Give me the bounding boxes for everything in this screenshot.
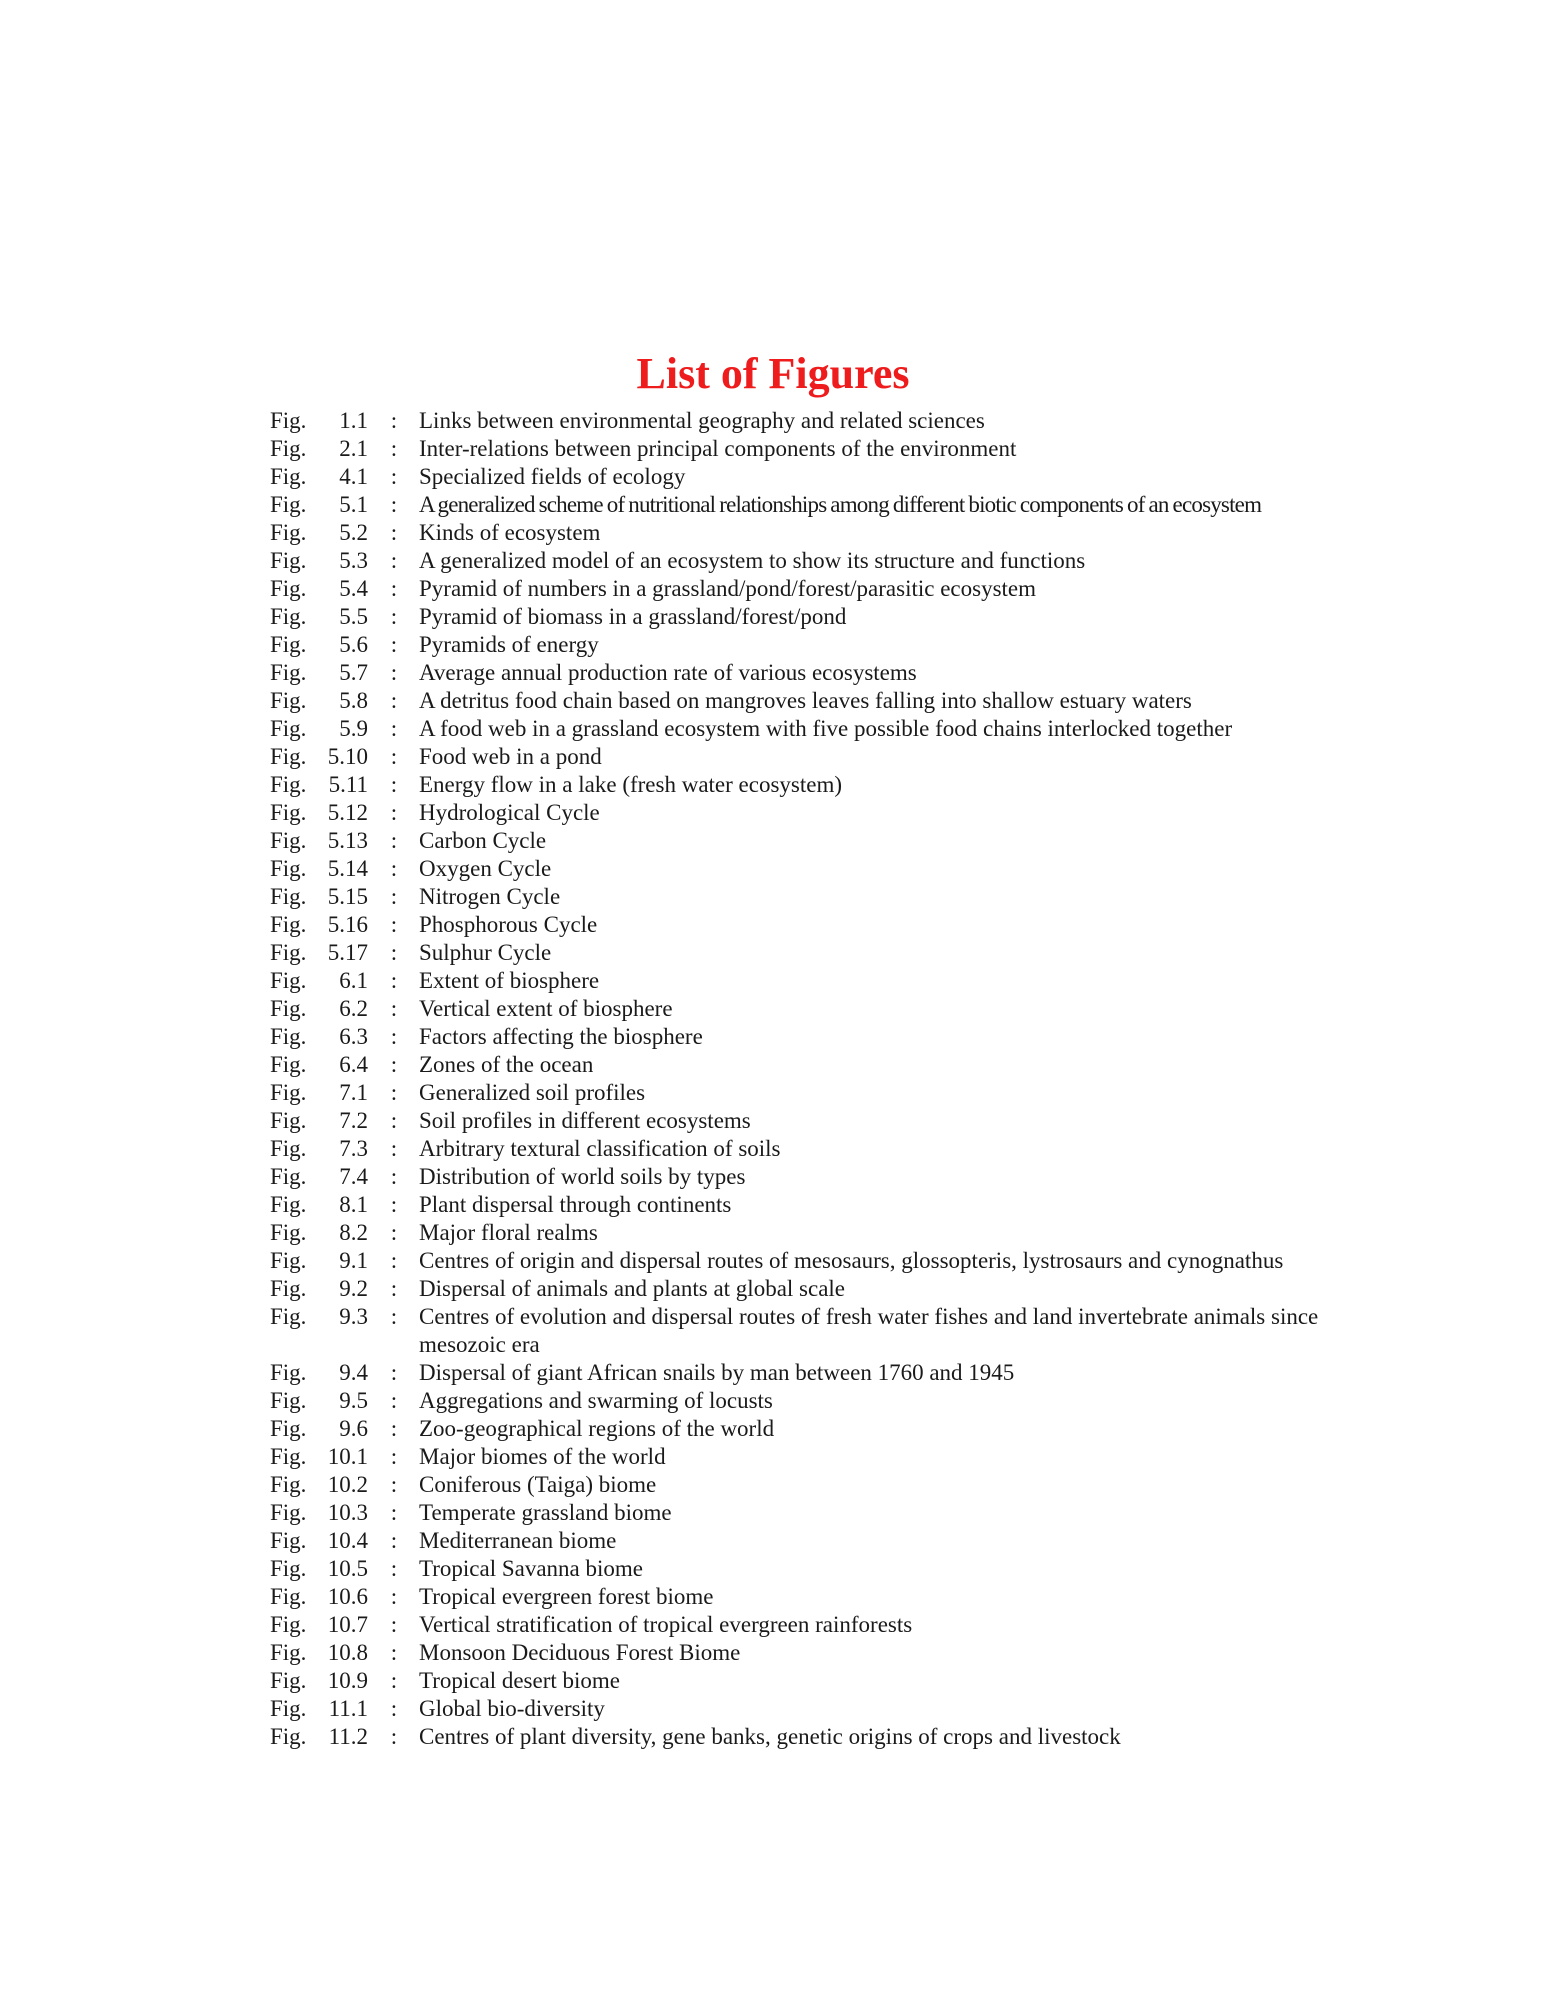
figure-caption: Average annual production rate of various ecosystems	[419, 660, 917, 685]
figure-number: 11.1	[328, 1696, 368, 1721]
figure-prefix: Fig.	[270, 436, 307, 461]
figure-number: 10.6	[327, 1584, 368, 1609]
figure-separator: :	[390, 1528, 398, 1553]
figure-number: 10.4	[327, 1528, 368, 1553]
figure-caption: Phosphorous Cycle	[419, 912, 598, 937]
figure-caption: Pyramid of numbers in a grassland/pond/forest/parasitic ecosystem	[419, 576, 1037, 601]
figure-number: 5.16	[327, 912, 368, 937]
figure-entry	[270, 1499, 1360, 1527]
figure-caption: Centres of evolution and dispersal routes of fresh water fishes and land invertebrate animals since mesozoic era	[419, 1304, 1319, 1357]
figure-caption: Inter-relations between principal components of the environment	[419, 436, 1017, 461]
figure-caption: Major biomes of the world	[419, 1444, 666, 1469]
figure-entry	[270, 1107, 1360, 1135]
figure-entry	[270, 715, 1360, 743]
figure-separator: :	[390, 1108, 398, 1133]
figure-separator: :	[390, 1584, 398, 1609]
figure-prefix: Fig.	[270, 548, 307, 573]
figure-prefix: Fig.	[270, 688, 307, 713]
figure-caption: Coniferous (Taiga) biome	[419, 1472, 657, 1497]
figure-prefix: Fig.	[270, 1276, 307, 1301]
figure-prefix: Fig.	[270, 520, 307, 545]
figure-number: 10.5	[327, 1556, 368, 1581]
figure-entry	[270, 631, 1360, 659]
figure-prefix: Fig.	[270, 1052, 307, 1077]
figure-entry	[270, 1191, 1360, 1219]
figure-separator: :	[390, 408, 398, 433]
figure-number: 10.1	[327, 1444, 368, 1469]
figure-separator: :	[390, 1388, 398, 1413]
figure-entry	[270, 1079, 1360, 1107]
figure-separator: :	[390, 1164, 398, 1189]
figure-caption: Factors affecting the biosphere	[419, 1024, 703, 1049]
figure-separator: :	[390, 1696, 398, 1721]
figure-number: 5.4	[339, 576, 368, 601]
figure-entry	[270, 1387, 1360, 1415]
figure-separator: :	[390, 968, 398, 993]
figure-entry	[270, 1527, 1360, 1555]
figure-prefix: Fig.	[270, 1500, 307, 1525]
figure-prefix: Fig.	[270, 800, 307, 825]
figure-entry	[270, 799, 1360, 827]
figure-caption: A food web in a grassland ecosystem with five possible food chains interlocked together	[419, 716, 1233, 741]
figure-caption: A generalized scheme of nutritional relationships among different biotic components of an ecosystem	[419, 492, 1262, 517]
figure-separator: :	[390, 1276, 398, 1301]
figure-entry	[270, 519, 1360, 547]
figure-caption: Arbitrary textural classification of soils	[419, 1136, 781, 1161]
figure-separator: :	[390, 1080, 398, 1105]
figure-separator: :	[390, 716, 398, 741]
figure-separator: :	[390, 828, 398, 853]
figure-entry	[270, 603, 1360, 631]
figure-prefix: Fig.	[270, 1668, 307, 1693]
figure-separator: :	[390, 632, 398, 657]
figure-entry	[270, 743, 1360, 771]
figure-caption: Tropical evergreen forest biome	[419, 1584, 714, 1609]
figure-separator: :	[390, 1724, 398, 1749]
figure-entry	[270, 1695, 1360, 1723]
figure-caption: Energy flow in a lake (fresh water ecosystem)	[419, 772, 842, 797]
figure-separator: :	[390, 772, 398, 797]
figure-prefix: Fig.	[270, 1724, 307, 1749]
figure-caption: Tropical desert biome	[419, 1668, 621, 1693]
figure-caption: Specialized fields of ecology	[419, 464, 686, 489]
figure-entry	[270, 1583, 1360, 1611]
figure-prefix: Fig.	[270, 1388, 307, 1413]
figure-entry	[270, 995, 1360, 1023]
figure-prefix: Fig.	[270, 1528, 307, 1553]
figure-prefix: Fig.	[270, 1248, 307, 1273]
figure-caption: Dispersal of giant African snails by man between 1760 and 1945	[419, 1360, 1015, 1385]
figure-number: 6.4	[339, 1052, 368, 1077]
figure-prefix: Fig.	[270, 828, 307, 853]
figure-caption: Carbon Cycle	[419, 828, 547, 853]
figure-prefix: Fig.	[270, 1696, 307, 1721]
figure-entry	[270, 1163, 1360, 1191]
figure-entry	[270, 1415, 1360, 1443]
figure-separator: :	[390, 1192, 398, 1217]
figure-entry	[270, 687, 1360, 715]
figure-separator: :	[390, 1304, 398, 1329]
figure-separator: :	[390, 856, 398, 881]
figure-separator: :	[390, 1220, 398, 1245]
figure-number: 5.9	[339, 716, 368, 741]
figure-entry	[270, 1443, 1360, 1471]
figure-number: 5.3	[339, 548, 368, 573]
figure-prefix: Fig.	[270, 716, 307, 741]
figure-caption: Centres of origin and dispersal routes of mesosaurs, glossopteris, lystrosaurs and cynognathus	[419, 1248, 1284, 1273]
figure-number: 5.7	[339, 660, 368, 685]
figure-caption: Food web in a pond	[419, 744, 602, 769]
figure-entry	[270, 883, 1360, 911]
figure-prefix: Fig.	[270, 1444, 307, 1469]
figure-entry	[270, 1303, 1360, 1359]
figure-entry	[270, 1051, 1360, 1079]
figure-prefix: Fig.	[270, 464, 307, 489]
figure-prefix: Fig.	[270, 772, 307, 797]
figure-entry	[270, 1639, 1360, 1667]
figure-caption: Extent of biosphere	[419, 968, 600, 993]
figure-entry	[270, 855, 1360, 883]
figure-prefix: Fig.	[270, 1136, 307, 1161]
figure-separator: :	[390, 1472, 398, 1497]
figure-entry	[270, 575, 1360, 603]
figure-prefix: Fig.	[270, 1080, 307, 1105]
figure-caption: Plant dispersal through continents	[419, 1192, 732, 1217]
figure-prefix: Fig.	[270, 1192, 307, 1217]
figure-separator: :	[390, 940, 398, 965]
figure-entry	[270, 1723, 1360, 1751]
figure-number: 6.3	[339, 1024, 368, 1049]
figure-caption: Monsoon Deciduous Forest Biome	[419, 1640, 741, 1665]
figure-number: 7.3	[339, 1136, 368, 1161]
figure-caption: Kinds of ecosystem	[419, 520, 601, 545]
figure-number: 9.4	[339, 1360, 368, 1385]
figure-number: 10.7	[327, 1612, 368, 1637]
figure-separator: :	[390, 492, 398, 517]
figure-separator: :	[390, 688, 398, 713]
figure-separator: :	[390, 1444, 398, 1469]
figure-entry	[270, 491, 1360, 519]
figure-caption: A generalized model of an ecosystem to show its structure and functions	[419, 548, 1086, 573]
figure-caption: Distribution of world soils by types	[419, 1164, 746, 1189]
figure-number: 10.3	[327, 1500, 368, 1525]
figure-separator: :	[390, 884, 398, 909]
figure-caption: Centres of plant diversity, gene banks, genetic origins of crops and livestock	[419, 1724, 1121, 1749]
figure-entry	[270, 1359, 1360, 1387]
figure-caption: Mediterranean biome	[419, 1528, 617, 1553]
figure-prefix: Fig.	[270, 1416, 307, 1441]
figure-number: 6.2	[339, 996, 368, 1021]
figure-separator: :	[390, 1052, 398, 1077]
figure-entry	[270, 827, 1360, 855]
figure-separator: :	[390, 1136, 398, 1161]
figure-separator: :	[390, 1248, 398, 1273]
figure-prefix: Fig.	[270, 660, 307, 685]
figure-number: 5.2	[339, 520, 368, 545]
figure-number: 5.1	[339, 492, 368, 517]
figure-entry	[270, 1667, 1360, 1695]
figure-entry	[270, 911, 1360, 939]
figure-caption: Hydrological Cycle	[419, 800, 600, 825]
figure-entry	[270, 939, 1360, 967]
figure-separator: :	[390, 520, 398, 545]
figure-caption: Tropical Savanna biome	[419, 1556, 644, 1581]
figure-number: 10.8	[327, 1640, 368, 1665]
figure-list	[270, 407, 1360, 1751]
figure-prefix: Fig.	[270, 996, 307, 1021]
figure-prefix: Fig.	[270, 1024, 307, 1049]
figure-entry	[270, 1135, 1360, 1163]
figure-caption: Temperate grassland biome	[419, 1500, 672, 1525]
figure-separator: :	[390, 548, 398, 573]
figure-separator: :	[390, 996, 398, 1021]
figure-number: 5.5	[339, 604, 368, 629]
figure-separator: :	[390, 576, 398, 601]
figure-number: 5.12	[327, 800, 368, 825]
figure-separator: :	[390, 1416, 398, 1441]
figure-number: 9.2	[339, 1276, 368, 1301]
figure-number: 1.1	[339, 408, 368, 433]
figure-entry	[270, 1247, 1360, 1275]
figure-entry	[270, 1219, 1360, 1247]
figure-caption: Aggregations and swarming of locusts	[419, 1388, 773, 1413]
figure-entry	[270, 659, 1360, 687]
figure-entry	[270, 547, 1360, 575]
figure-separator: :	[390, 1024, 398, 1049]
figure-caption: Pyramid of biomass in a grassland/forest/pond	[419, 604, 847, 629]
figure-number: 5.8	[339, 688, 368, 713]
figure-number: 5.14	[327, 856, 368, 881]
figure-separator: :	[390, 1360, 398, 1385]
figure-number: 8.1	[339, 1192, 368, 1217]
figure-prefix: Fig.	[270, 1108, 307, 1133]
figure-number: 10.9	[327, 1668, 368, 1693]
figure-separator: :	[390, 464, 398, 489]
figure-number: 9.3	[339, 1304, 368, 1329]
figure-caption: Oxygen Cycle	[419, 856, 552, 881]
figure-prefix: Fig.	[270, 968, 307, 993]
figure-prefix: Fig.	[270, 1556, 307, 1581]
figure-number: 9.6	[339, 1416, 368, 1441]
figure-number: 9.5	[339, 1388, 368, 1413]
figure-entry	[270, 407, 1360, 435]
figure-number: 5.11	[328, 772, 368, 797]
figure-separator: :	[390, 1556, 398, 1581]
figure-prefix: Fig.	[270, 1360, 307, 1385]
figure-number: 5.17	[327, 940, 368, 965]
figure-number: 8.2	[339, 1220, 368, 1245]
figure-entry	[270, 463, 1360, 491]
figure-prefix: Fig.	[270, 492, 307, 517]
figure-prefix: Fig.	[270, 940, 307, 965]
figure-caption: Major floral realms	[419, 1220, 598, 1245]
figure-entry	[270, 1471, 1360, 1499]
figure-number: 7.2	[339, 1108, 368, 1133]
figure-prefix: Fig.	[270, 744, 307, 769]
figure-caption: Links between environmental geography and related sciences	[419, 408, 985, 433]
figure-entry	[270, 771, 1360, 799]
figure-number: 10.2	[327, 1472, 368, 1497]
figure-prefix: Fig.	[270, 1584, 307, 1609]
figure-number: 2.1	[339, 436, 368, 461]
figure-prefix: Fig.	[270, 1164, 307, 1189]
figure-prefix: Fig.	[270, 408, 307, 433]
figure-number: 6.1	[339, 968, 368, 993]
figure-prefix: Fig.	[270, 604, 307, 629]
figure-number: 11.2	[328, 1724, 368, 1749]
figure-number: 5.10	[327, 744, 368, 769]
figure-number: 9.1	[339, 1248, 368, 1273]
figure-separator: :	[390, 1612, 398, 1637]
figure-separator: :	[390, 800, 398, 825]
figure-prefix: Fig.	[270, 1612, 307, 1637]
figure-caption: Soil profiles in different ecosystems	[419, 1108, 751, 1133]
figure-separator: :	[390, 1500, 398, 1525]
figure-entry	[270, 1611, 1360, 1639]
figure-number: 7.4	[339, 1164, 368, 1189]
figure-caption: Vertical extent of biosphere	[419, 996, 673, 1021]
figure-caption: Sulphur Cycle	[419, 940, 552, 965]
figure-prefix: Fig.	[270, 884, 307, 909]
figure-caption: Nitrogen Cycle	[419, 884, 561, 909]
figure-separator: :	[390, 1668, 398, 1693]
figure-prefix: Fig.	[270, 576, 307, 601]
figure-entry	[270, 435, 1360, 463]
page-title: List of Figures	[636, 349, 910, 399]
figure-prefix: Fig.	[270, 1220, 307, 1245]
figure-number: 5.15	[327, 884, 368, 909]
figure-separator: :	[390, 660, 398, 685]
figure-separator: :	[390, 436, 398, 461]
figure-separator: :	[390, 1640, 398, 1665]
figure-number: 7.1	[339, 1080, 368, 1105]
figure-caption: Global bio-diversity	[419, 1696, 605, 1721]
figure-caption: Pyramids of energy	[419, 632, 599, 657]
figure-prefix: Fig.	[270, 1640, 307, 1665]
figure-prefix: Fig.	[270, 912, 307, 937]
figure-number: 4.1	[339, 464, 368, 489]
figure-number: 5.6	[339, 632, 368, 657]
figure-entry	[270, 1023, 1360, 1051]
figure-number: 5.13	[327, 828, 368, 853]
figure-entry	[270, 1555, 1360, 1583]
figure-caption: A detritus food chain based on mangroves leaves falling into shallow estuary waters	[419, 688, 1192, 713]
figure-entry	[270, 1275, 1360, 1303]
figure-separator: :	[390, 912, 398, 937]
figure-caption: Dispersal of animals and plants at global scale	[419, 1276, 846, 1301]
figure-prefix: Fig.	[270, 856, 307, 881]
figure-prefix: Fig.	[270, 1304, 307, 1329]
figure-separator: :	[390, 604, 398, 629]
figure-entry	[270, 967, 1360, 995]
figure-caption: Vertical stratification of tropical evergreen rainforests	[419, 1612, 913, 1637]
figure-prefix: Fig.	[270, 1472, 307, 1497]
figure-prefix: Fig.	[270, 632, 307, 657]
figure-caption: Zones of the ocean	[419, 1052, 594, 1077]
figure-separator: :	[390, 744, 398, 769]
figure-caption: Generalized soil profiles	[419, 1080, 646, 1105]
figure-caption: Zoo-geographical regions of the world	[419, 1416, 775, 1441]
